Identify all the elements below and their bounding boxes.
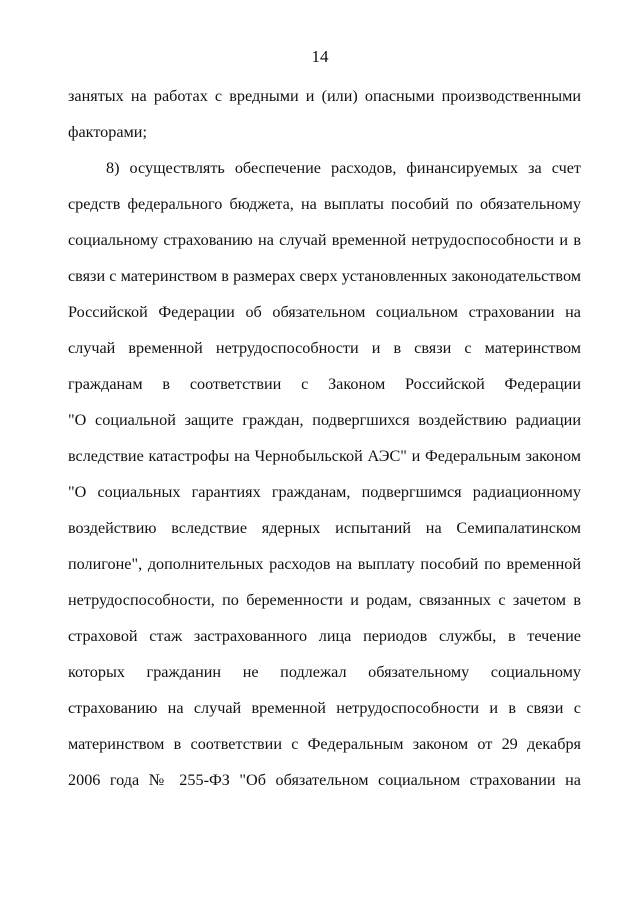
text-line: страховой стаж застрахованного лица периодов службы, в течение [68, 627, 581, 645]
text-line: страхованию на случай временной нетрудоспособности и в связи с [68, 699, 581, 717]
text-line: социальному страхованию на случай временной нетрудоспособности и в [68, 231, 581, 249]
document-body [68, 86, 581, 806]
text-line: вследствие катастрофы на Чернобыльской АЭС" и Федеральным законом [68, 447, 581, 465]
text-line: "О социальных гарантиях гражданам, подвергшимся радиационному [68, 483, 581, 501]
text-line: средств федерального бюджета, на выплаты пособий по обязательному [68, 195, 581, 213]
text-line: 2006 года № 255-ФЗ "Об обязательном социальном страховании на [68, 771, 581, 789]
page-number: 14 [311, 47, 329, 66]
text-line: которых гражданин не подлежал обязательному социальному [68, 663, 581, 681]
text-line: полигоне", дополнительных расходов на выплату пособий по временной [68, 555, 581, 573]
text-line: 8) осуществлять обеспечение расходов, финансируемых за счет [106, 159, 581, 177]
text-line: "О социальной защите граждан, подвергшихся воздействию радиации [68, 411, 581, 429]
paragraph-continuation [68, 86, 581, 158]
text-line: факторами; [68, 123, 147, 141]
text-line: занятых на работах с вредными и (или) опасными производственными [68, 87, 581, 105]
text-line: связи с материнством в размерах сверх установленных законодательством [68, 267, 581, 285]
paragraph-item-8 [68, 158, 581, 806]
text-line: гражданам в соответствии с Законом Российской Федерации [68, 375, 581, 393]
text-line: воздействию вследствие ядерных испытаний на Семипалатинском [68, 519, 581, 537]
text-line: случай временной нетрудоспособности и в связи с материнством [68, 339, 581, 357]
text-line: Российской Федерации об обязательном социальном страховании на [68, 303, 581, 321]
text-line: нетрудоспособности, по беременности и родам, связанных с зачетом в [68, 591, 581, 609]
text-line: материнством в соответствии с Федеральным законом от 29 декабря [68, 735, 581, 753]
